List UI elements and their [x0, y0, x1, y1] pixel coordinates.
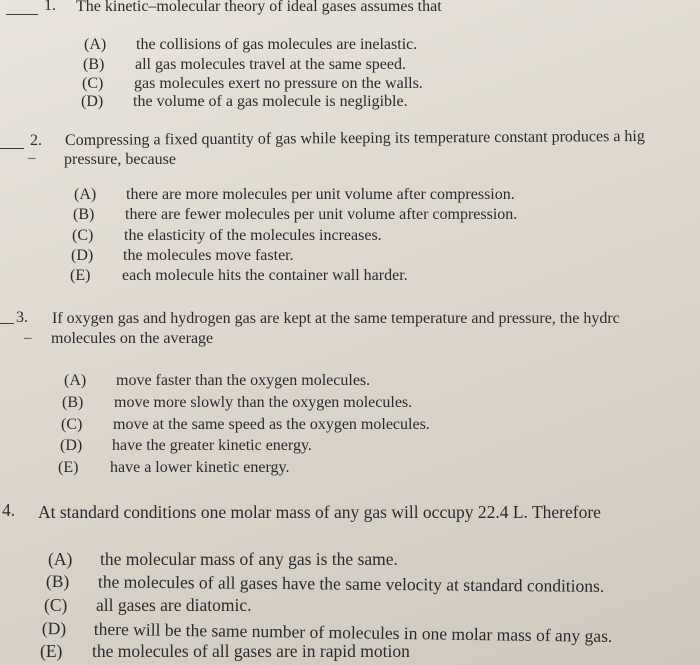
- question-stem: If oxygen gas and hydrogen gas are kept at the same temperature and pressure, the hydrc: [52, 310, 620, 327]
- answer-blank: [6, 14, 38, 15]
- question-stem: The kinetic–molecular theory of ideal gases assumes that: [76, 0, 442, 15]
- answer-mark: –: [28, 150, 36, 166]
- question-stem: Compressing a fixed quantity of gas while keeping its temperature constant produces a hig: [64, 127, 645, 149]
- worksheet-page: 1. The kinetic–molecular theory of ideal gases assumes that (A) the collisions of gas molecules are inelastic. (B) all gas molecules travel at the same speed. (C) gas molecules exert no pressure on the walls. (D) the volume of a gas molecule is negligible. 2. – Compressing a fixed quantity of gas while keeping its temperature constant produces a hig pressure, because (A) there are more molecules per unit volume after compression. (B) there are fewer molecules per unit volume after compression. (C) the elasticity of the molecules increases. (D) the molecules move faster. (E) each molecule hits the container wall harder. 3. – If oxygen gas and hydrogen gas are kept at the same temperature and pressure, the hydrc molecules on the average (A) move faster than the oxygen molecules. (B) move more slowly than the oxygen molecules. (C) move at the same speed as the oxygen molecules. (D) have the greater kinetic energy. (E) have a lower kinetic energy. 4. At standard conditions one molar mass of any gas will occupy 22.4 L. Therefore (A) the molecular mass of any gas is the same. (B) the molecules of all gases have the same velocity at standard conditions. (C) all gases are diatomic. (D) there will be the same number of molecules in one molar mass of any gas. (E) the molecules of all gases are in rapid motion: [0, 0, 700, 665]
- question-number: 1.: [44, 0, 56, 14]
- question-stem-continued: molecules on the average: [51, 330, 214, 347]
- answer-mark: –: [24, 330, 32, 346]
- question-number: 3.: [16, 309, 28, 326]
- question-stem: At standard conditions one molar mass of any gas will occupy 22.4 L. Therefore: [38, 502, 601, 522]
- answer-blank: [0, 323, 14, 324]
- answer-blank: [0, 148, 24, 149]
- question-stem-continued: pressure, because: [64, 151, 176, 168]
- question-number: 2.: [30, 132, 42, 149]
- question-number: 4.: [2, 500, 16, 520]
